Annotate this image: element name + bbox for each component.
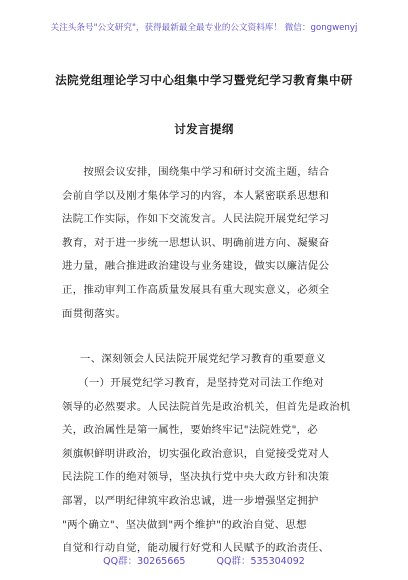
paragraph-line: 民法院工作的绝对领导，坚决执行党中央大政方针和决策 [62, 471, 330, 484]
paragraph-intro [62, 161, 352, 326]
paragraph-line: 须旗帜鲜明讲政治，切实强化政治意识，自觉接受党对人 [62, 447, 330, 460]
footer-qq-group-1: QQ群：30265665 [103, 556, 186, 567]
paragraph-section-1-1 [62, 372, 352, 561]
paragraph-line: 进力量，融合推进政治建设与业务建设，做实以廉洁促公 [62, 260, 330, 273]
paragraph-line: 教育，对于进一步统一思想认识、明确前进方向、凝聚奋 [62, 236, 330, 249]
section-heading-1: 一、深刻领会人民法院开展党纪学习教育的重要意义 [80, 353, 326, 365]
paragraph-line: 会前自学以及刚才集体学习的内容，本人紧密联系思想和 [62, 189, 330, 202]
paragraph-line: 自觉和行动自觉，能动履行好党和人民赋予的政治责任、 [62, 542, 330, 555]
paragraph-line: 部署，以严明纪律筑牢政治忠诚，进一步增强坚定拥护 [62, 494, 319, 507]
document-title-line-1: 法院党组理论学习中心组集中学习暨党纪学习教育集中研 [55, 73, 353, 87]
paragraph-line: 法院工作实际，作如下交流发言。人民法院开展党纪学习 [62, 213, 330, 226]
footer-watermark [0, 553, 408, 567]
paragraph-line: 面贯彻落实。 [62, 307, 127, 320]
footer-qq-group-2: QQ群：535304092 [216, 556, 305, 567]
paragraph-line: 按照会议安排，围绕集中学习和研讨交流主题，结合 [62, 166, 330, 178]
document-title-line-2: 讨发言提纲 [174, 122, 234, 136]
paragraph-line: （一）开展党纪学习教育，是坚持党对司法工作绝对 [62, 377, 325, 389]
paragraph-line: 关，政治属性是第一属性，要始终牢记"法院姓党"，必 [62, 424, 319, 437]
paragraph-line: "两个确立"、坚决做到"两个维护"的政治自觉、思想 [62, 518, 307, 531]
paragraph-line: 领导的必然要求。人民法院首先是政治机关，但首先是政治机 [62, 400, 351, 413]
header-watermark: 关注头条号"公文研究"，获得最新最全最专业的公文资料库！ 微信：gongwenyj [50, 23, 358, 33]
paragraph-line: 正，推动审判工作高质量发展具有重大现实意义，必须全 [62, 283, 330, 296]
